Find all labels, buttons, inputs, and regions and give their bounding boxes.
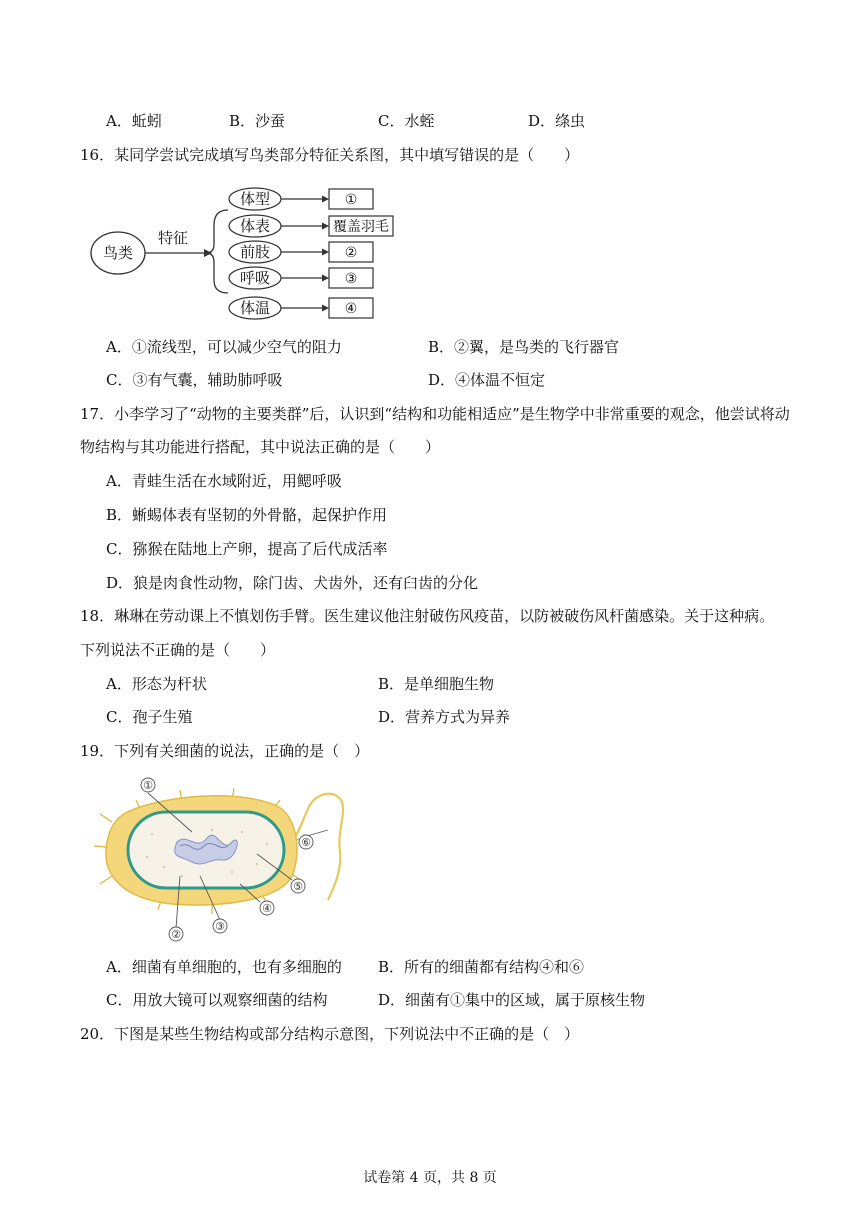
q16-option-b: B．②翼，是鸟类的飞行器官 — [428, 338, 620, 356]
q18-stem-line2: 下列说法不正确的是（ ） — [80, 641, 276, 659]
diagram-item-value: ③ — [344, 271, 358, 287]
diagram-item-name: 体型 — [239, 190, 271, 208]
diagram-item-name: 呼吸 — [239, 269, 271, 287]
q16-stem: 16．某同学尝试完成填写鸟类部分特征关系图，其中填写错误的是（ ） — [80, 146, 580, 164]
q18-stem-line1: 18．琳琳在劳动课上不慎划伤手臂。医生建议他注射破伤风疫苗，以防被破伤风杆菌感染。关于这种病。 — [80, 607, 775, 625]
diagram-item-name: 体温 — [239, 299, 271, 317]
diagram-item-name: 体表 — [239, 217, 271, 235]
q15-option-c: C．水蛭 — [378, 112, 435, 130]
q16-option-d: D．④体温不恒定 — [428, 371, 546, 389]
q19-option-c: C．用放大镜可以观察细菌的结构 — [106, 991, 328, 1009]
q16-option-c: C．③有气囊，辅助肺呼吸 — [106, 371, 283, 389]
bird-feature-diagram — [90, 180, 400, 325]
diagram-brace — [206, 210, 228, 293]
q19-option-d: D．细菌有①集中的区域，属于原核生物 — [378, 991, 646, 1009]
q19-option-a: A．细菌有单细胞的，也有多细胞的 — [106, 958, 342, 976]
q17-option-a: A．青蛙生活在水域附近，用鳃呼吸 — [106, 472, 342, 490]
diagram-item-value: ① — [344, 192, 358, 208]
q15-option-b: B．沙蚕 — [229, 112, 286, 130]
bacterium-diagram — [92, 772, 352, 947]
q17-stem-line1: 17．小李学习了“动物的主要类群”后，认识到“结构和功能相适应”是生物学中非常重要的观念，他尝试将动 — [80, 405, 790, 423]
page-footer: 试卷第 4 页，共 8 页 — [363, 1170, 497, 1186]
q20-stem: 20．下图是某些生物结构或部分结构示意图，下列说法中不正确的是（ ） — [80, 1025, 580, 1043]
q18-option-d: D．营养方式为异养 — [378, 708, 511, 726]
q15-option-a: A．蚯蚓 — [106, 112, 162, 130]
q19-option-b: B．所有的细菌都有结构④和⑥ — [378, 958, 585, 976]
q18-option-a: A．形态为杆状 — [106, 675, 207, 693]
label-4: ④ — [262, 902, 272, 915]
q15-option-d: D．绦虫 — [528, 112, 586, 130]
label-2: ② — [171, 928, 181, 941]
diagram-edge-label: 特征 — [157, 229, 189, 247]
diagram-item-value: ④ — [344, 301, 358, 317]
label-6: ⑥ — [301, 836, 311, 849]
label-1: ① — [143, 779, 153, 792]
label-5: ⑤ — [293, 880, 303, 893]
q17-option-d: D．狼是肉食性动物，除门齿、犬齿外，还有臼齿的分化 — [106, 574, 479, 592]
label-3: ③ — [215, 920, 225, 933]
q18-option-b: B．是单细胞生物 — [378, 675, 495, 693]
diagram-root-label: 鸟类 — [102, 244, 134, 262]
q18-option-c: C．孢子生殖 — [106, 708, 193, 726]
diagram-item-value: 覆盖羽毛 — [333, 219, 389, 235]
diagram-item-value: ② — [344, 245, 358, 261]
q17-option-c: C．猕猴在陆地上产卵，提高了后代成活率 — [106, 540, 388, 558]
q17-option-b: B．蜥蜴体表有坚韧的外骨骼，起保护作用 — [106, 506, 388, 524]
diagram-item-name: 前肢 — [239, 243, 271, 261]
q19-stem: 19．下列有关细菌的说法，正确的是（ ） — [80, 742, 370, 760]
q17-stem-line2: 物结构与其功能进行搭配，其中说法正确的是（ ） — [80, 438, 441, 456]
q16-option-a: A．①流线型，可以减少空气的阻力 — [106, 338, 342, 356]
